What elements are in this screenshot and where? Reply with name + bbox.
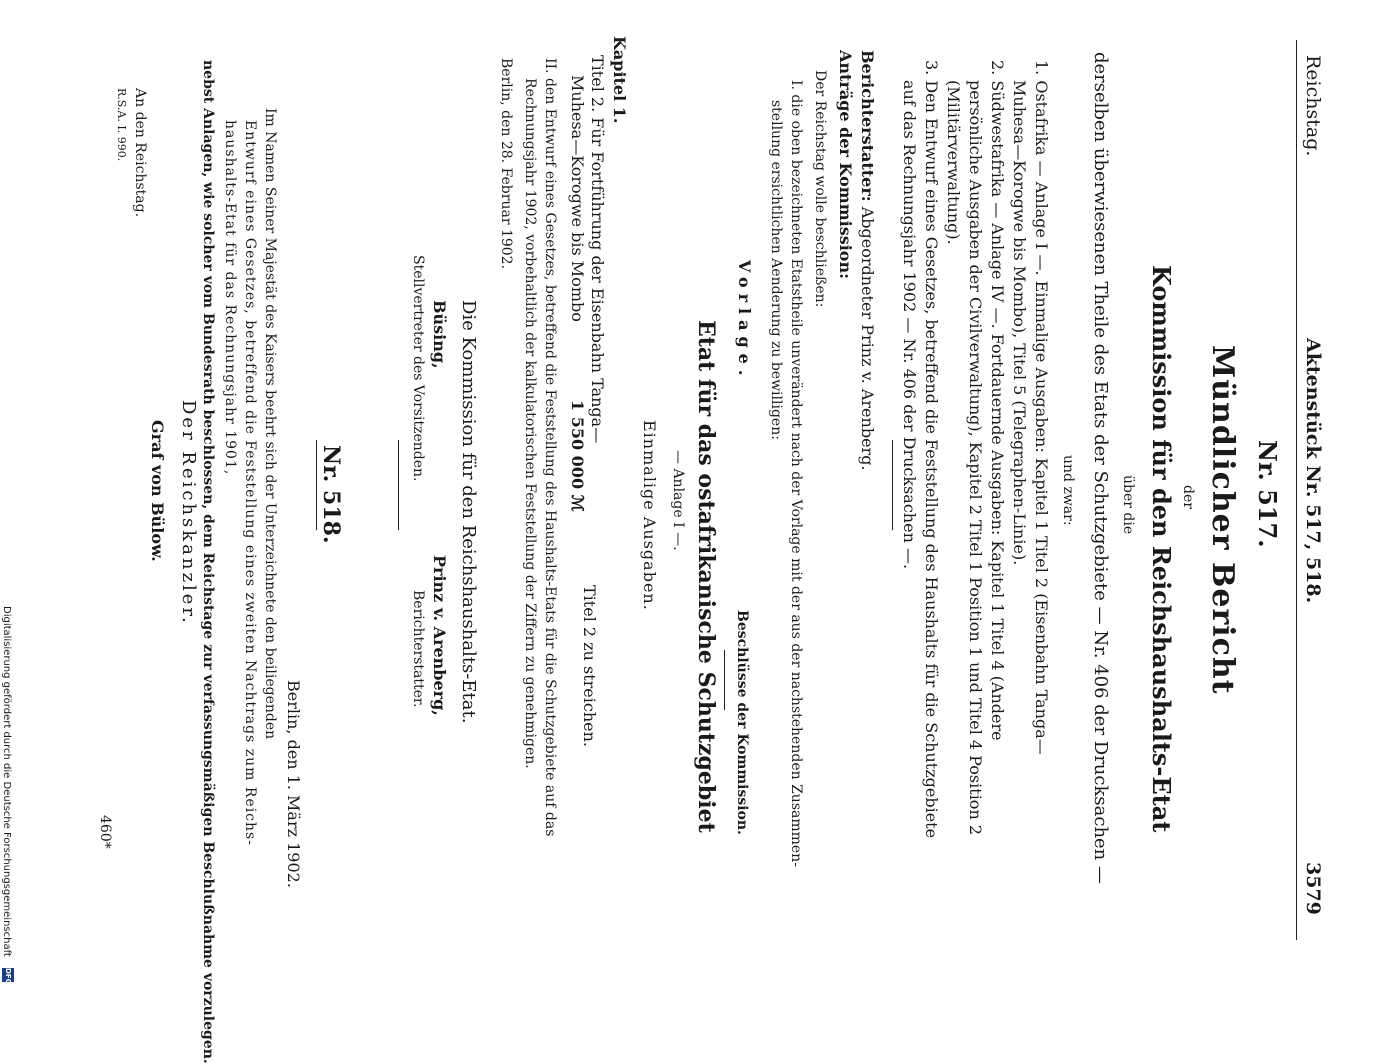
berichterstatter-label: Berichterstatter: xyxy=(858,50,877,202)
point-I-line-2: stellung ersichtlichen Aenderung zu bewilligen: xyxy=(768,100,784,440)
point-I-line-1: I. die oben bezeichneten Etatstheile unverändert nach der Vorlage mit der aus der nachstehenden Zusammen- xyxy=(788,80,804,867)
doc518-body-1: Im Namen Seiner Majestät des Kaisers beehrt sich der Unterzeichnete den beiliegenden xyxy=(262,108,278,740)
titel-line-1: Titel 2. Für Fortführung der Eisenbahn Tanga— xyxy=(588,55,607,444)
doc518-body-3: haushalts-Etat für das Rechnungsjahr 1901, xyxy=(222,120,238,476)
column-vorlage: Vorlage. xyxy=(735,260,754,382)
doc517-ueber-die: über die xyxy=(1120,475,1136,535)
doc518-body-4: nebst Anlagen, wie solcher vom Bundesrath beschlossen, dem Reichstage zur verfassungsmäßigen Beschlußnahme vorzulegen. xyxy=(200,60,216,1064)
antraege-label: Anträge der Kommission: xyxy=(836,50,855,280)
doc517-item-3-line-2: auf das Rechnungsjahr 1902 — Nr. 406 der Drucksachen —. xyxy=(900,80,919,570)
header-rule xyxy=(1296,40,1297,940)
doc518-divider xyxy=(316,440,317,530)
doc517-item-2-line-3: (Militärverwaltung). xyxy=(944,80,963,245)
titel-amount: 1 550 000 ℳ xyxy=(568,400,587,512)
header-left: Reichstag. xyxy=(1302,55,1324,157)
doc517-item-2-line-2: persönliche Ausgaben der Civilverwaltung), Kapitel 2 Titel 1 Position 1 und Titel 4 Position 2 xyxy=(966,80,985,836)
etat-title: Etat für das ostafrikanische Schutzgebiet xyxy=(693,320,719,833)
doc518-folio: 460* xyxy=(97,815,113,849)
doc517-date: Berlin, den 28. Februar 1902. xyxy=(498,58,514,270)
doc518-signature-title: Der Reichskanzler. xyxy=(178,400,199,626)
doc517-title: Mündlicher Bericht xyxy=(1205,345,1240,695)
berichterstatter-name: Abgeordneter Prinz v. Arenberg. xyxy=(858,206,877,471)
berichterstatter-row xyxy=(859,50,875,471)
doc518-number: Nr. 518. xyxy=(318,445,344,544)
doc518-address-2: R.S.A. I. 990. xyxy=(115,88,128,162)
signature-buesing-role: Stellvertreter des Vorsitzenden. xyxy=(410,255,426,482)
doc517-item-3-line-1: 3. Den Entwurf eines Gesetzes, betreffend die Feststellung des Haushalts für die Schutzgebiete xyxy=(922,60,941,839)
beschluss-intro: Der Reichstag wolle beschließen: xyxy=(812,70,828,308)
column-divider xyxy=(724,650,725,710)
doc517-number: Nr. 517. xyxy=(1253,440,1282,548)
doc518-signature-name: Graf von Bülow. xyxy=(148,420,167,562)
signatory-commission: Die Kommission für den Reichshaushalts-Etat. xyxy=(458,300,479,724)
titel-streichen: Titel 2 zu streichen. xyxy=(580,585,599,747)
etat-einmalige: Einmalige Ausgaben. xyxy=(640,420,659,611)
signature-arenberg: Prinz v. Arenberg, xyxy=(430,555,449,716)
doc517-intro: derselben überwiesenen Theile des Etats der Schutzgebiete — Nr. 406 der Drucksachen — xyxy=(1090,52,1111,884)
doc517-item-1-line-2: Muhesa—Korogwe bis Mombo), Titel 5 (Telegraphen-Linie). xyxy=(1010,80,1029,566)
doc518-body-2: Entwurf eines Gesetzes, betreffend die Feststellung eines zweiten Nachtrags zum Reichs- xyxy=(242,120,258,846)
doc517-commission: Kommission für den Reichshaushalts-Etat xyxy=(1147,265,1176,833)
point-II-line-2: Rechnungsjahr 1902, vorbehaltlich der kalkulatorischen Feststellung der Ziffern zu genehmigen. xyxy=(522,78,538,769)
doc517-item-1-line-1: 1. Ostafrika — Anlage I —. Einmalige Ausgaben: Kapitel 1 Titel 2 (Eisenbahn Tanga— xyxy=(1032,60,1051,755)
doc518-place-date: Berlin, den 1. März 1902. xyxy=(284,680,303,888)
doc517-divider-2 xyxy=(398,440,399,530)
titel-line-2: Muhesa—Korogwe bis Mombo xyxy=(568,75,587,322)
doc517-der: der xyxy=(1180,485,1196,509)
doc517-divider-1 xyxy=(892,440,893,530)
doc517-und-zwar: und zwar: xyxy=(1060,455,1076,526)
column-beschluesse: Beschlüsse der Kommission. xyxy=(734,610,750,835)
doc518-address-1: An den Reichstag. xyxy=(132,88,148,218)
dfg-credit: Digitalisierung gefördert durch die Deutsche Forschungsgemeinschaft xyxy=(1,606,12,957)
doc517-item-2-line-1: 2. Südwestafrika — Anlage IV —. Fortdauernde Ausgaben: Kapitel 1 Titel 4 (Andere xyxy=(988,60,1007,741)
etat-anlage: — Anlage I —. xyxy=(670,450,686,551)
signature-arenberg-role: Berichterstatter. xyxy=(410,590,426,708)
kapitel-label: Kapitel 1. xyxy=(610,36,629,124)
page-number: 3579 xyxy=(1302,862,1324,915)
point-II-line-1: II. den Entwurf eines Gesetzes, betreffend die Feststellung des Haushalts-Etats für die Schutzgebiete auf das xyxy=(542,58,558,837)
signature-buesing: Büsing, xyxy=(430,300,449,369)
header-center: Aktenstück Nr. 517, 518. xyxy=(1302,338,1324,604)
dfg-logo: DFG xyxy=(4,968,12,985)
